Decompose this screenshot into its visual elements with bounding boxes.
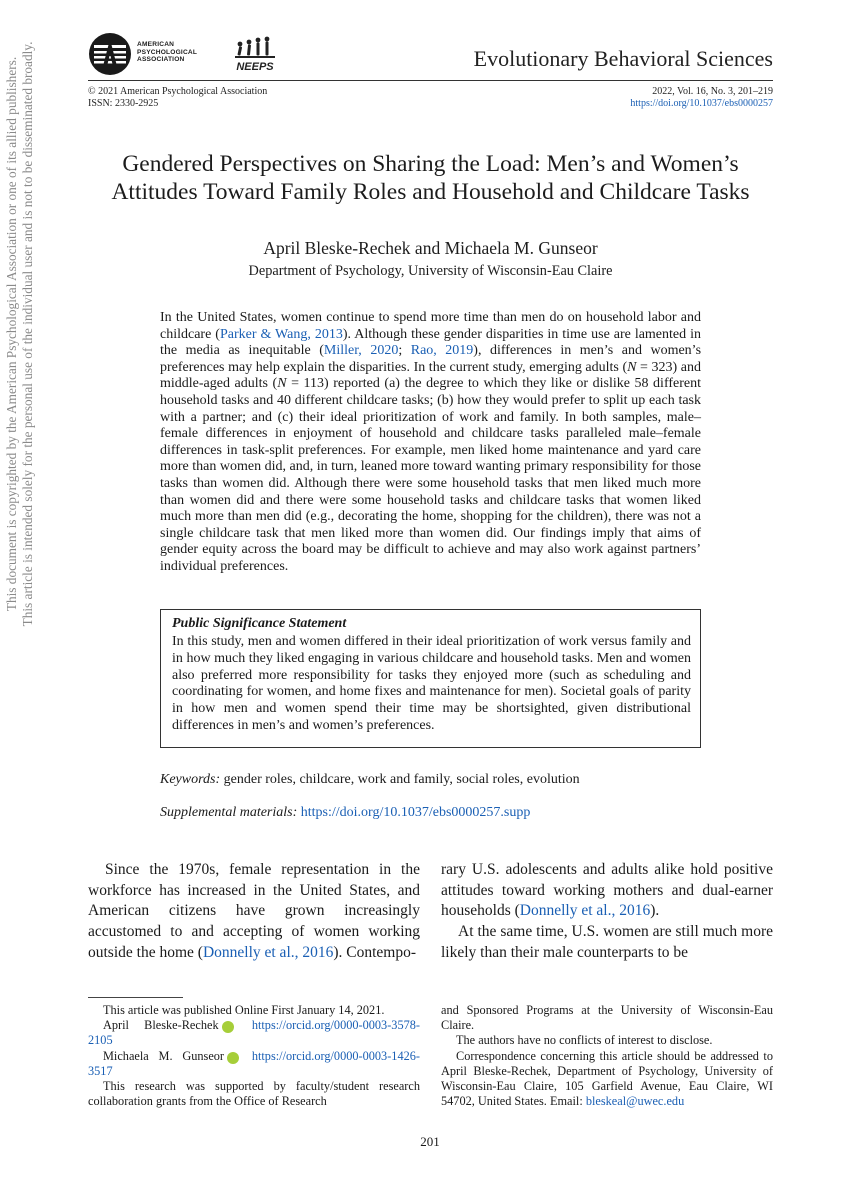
issn-text: ISSN: 2330-2925 (88, 97, 159, 109)
apa-logo (88, 32, 132, 76)
abstract: In the United States, women continue to spend more time than men do on household labor and childcare (Parker & Wang, 2013). Although these gender disparities in time use are lamented in the media as inequitable (Miller, 2020; Rao, 2019), differences in men’s and women’s preferences may help explain the disparities. In the current study, emerging adults (N = 323) and middle-aged adults (N = 113) reported (a) the degree to which they like or dislike 58 different household tasks and 40 different childcare tasks; (b) how they would prefer to split up each task with a partner; and (c) their ideal prioritization of work and family. In both samples, male–female differences in enjoyment of household and childcare tasks paralleled male–female differences in task-split preferences. For example, men liked home maintenance and yard care more than women did, and, in turn, leaned more toward wanting primary responsibility for those tasks than women did. Although there were some household tasks that men liked much more than women did and there were some household tasks and childcare tasks that women liked much more than men did (e.g., decorating the home, shopping for the children), there was not a single childcare task that men liked more than women did. Our findings imply that aims of gender equity across the board may be difficult to achieve and may also work against partners’ individual preferences. (160, 310, 702, 574)
citation-link[interactable]: Miller, 2020 (323, 343, 399, 359)
public-significance-box (160, 609, 701, 748)
footnote-rule (88, 997, 183, 998)
orcid-icon: iD (222, 1021, 234, 1033)
significance-text: In this study, men and women differed in their ideal prioritization of work versus family and in how much they liked engaging in various childcare and household tasks. Men and women also preferred more responsibility for tasks they enjoyed more (such as scheduling and coordinating for women, and home fixes and maintenance for men). Societal goals of parity in how men and women spend their time may be shortsighted, given distributional differences in men’s and women’s preferences. (172, 634, 691, 733)
supplemental-link[interactable]: https://doi.org/10.1037/ebs0000257.supp (300, 805, 531, 820)
volume-block (520, 86, 773, 109)
orcid-link[interactable]: https://orcid.org/0000-0003-1426-3517 (88, 1048, 420, 1078)
page-number: 201 (420, 1134, 440, 1149)
orcid-icon: iD (227, 1052, 239, 1064)
copyright-text: © 2021 American Psychological Association (88, 86, 268, 97)
affiliation: Department of Psychology, University of Wisconsin-Eau Claire (248, 263, 613, 279)
footnotes-left: This article was published Online First January 14, 2021. April Bleske-Rechek iD https://orcid.org/0000-0003-3578-2105 Michaela M. Gunseor iD https://orcid.org/0000-0003-1426-3517 This research was supported by faculty/student research collaboration grants from the Office of Research (88, 1003, 420, 1109)
volume-text: 2022, Vol. 16, No. 3, 201–219 (652, 86, 773, 97)
footnotes-right: and Sponsored Programs at the University of Wisconsin-Eau Claire. The authors have no conflicts of interest to disclose. Correspondence concerning this article should be addressed to April Bleske-Rechek, Department of Psychology, University of Wisconsin-Eau Claire, 105 Garfield Avenue, Eau Claire, WI 54702, United States. Email: bleskeal@uwec.edu (441, 1003, 773, 1109)
doi-link[interactable]: https://doi.org/10.1037/ebs0000257 (630, 97, 773, 109)
citation-link[interactable]: Donnelly et al., 2016 (202, 943, 334, 961)
apa-wordmark: AMERICAN PSYCHOLOGICAL ASSOCIATION (137, 41, 198, 64)
citation-link[interactable]: Donnelly et al., 2016 (519, 902, 651, 920)
neeps-logo (232, 34, 278, 76)
body-column-right: rary U.S. adolescents and adults alike hold positive attitudes toward working mothers and dual-earner households (Donnelly et al., 2016). At the same time, U.S. women are still much more likely than their male counterparts to be (441, 861, 773, 961)
article-title: Gendered Perspectives on Sharing the Load: Men’s and Women’s Attitudes Toward Family Roles and Household and Childcare Tasks (111, 151, 750, 205)
header-rule (88, 80, 773, 81)
copyright-side-note: This document is copyrighted by the American Psychological Association or one of its allied publishers. This article is intended solely for the personal use of the individual user and is not to be disseminated broadly. (4, 41, 35, 627)
body-column-left: Since the 1970s, female representation in the workforce has increased in the United States, and American citizens have grown increasingly accustomed to and accepting of women working outside the home (Donnelly et al., 2016). Contempo- (88, 861, 420, 961)
supplemental-materials: Supplemental materials: https://doi.org/10.1037/ebs0000257.supp (160, 805, 531, 820)
citation-link[interactable]: Rao, 2019 (410, 343, 474, 359)
authors: April Bleske-Rechek and Michaela M. Gunseor (263, 238, 598, 258)
journal-title: Evolutionary Behavioral Sciences (473, 46, 773, 71)
orcid-link[interactable]: https://orcid.org/0000-0003-3578-2105 (88, 1018, 420, 1048)
neeps-wordmark: NEEPS (236, 61, 274, 73)
citation-link[interactable]: Parker & Wang, 2013 (219, 326, 343, 342)
email-link[interactable]: bleskeal@uwec.edu (585, 1094, 685, 1109)
significance-title: Public Significance Statement (172, 616, 347, 631)
keywords: Keywords: gender roles, childcare, work and family, social roles, evolution (160, 772, 580, 787)
copyright-block (88, 86, 267, 109)
